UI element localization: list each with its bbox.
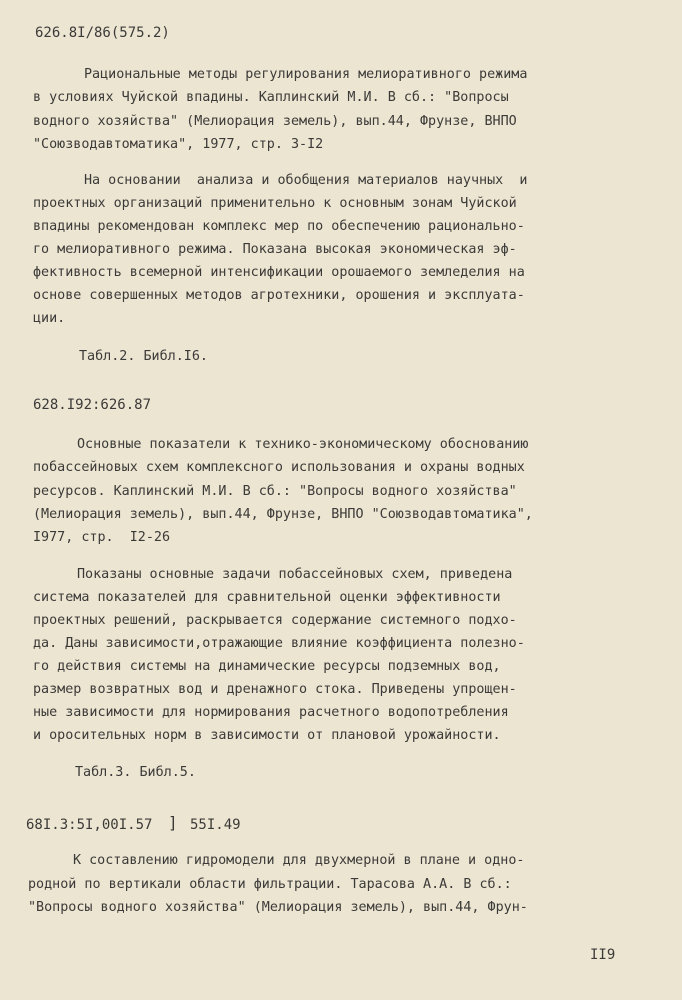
- page-number: II9: [590, 947, 616, 963]
- citation-line: водного хозяйства" (Мелиорация земель), вып.44, Фрунзе, ВНПО: [33, 114, 517, 129]
- abstract-line: На основании анализа и обобщения материалов научных и: [84, 173, 528, 188]
- udc-code: 628.I92:626.87: [33, 397, 152, 413]
- abstract-line: да. Даны зависимости,отражающие влияние коэффициента полезно-: [33, 636, 525, 651]
- citation-line: I977, стр. I2-26: [33, 530, 171, 545]
- udc-code: 68I.3:5I,00I.57: [26, 817, 153, 833]
- abstract-line: система показателей для сравнительной оценки эффективности: [33, 590, 501, 605]
- abstract-line: го мелиоративного режима. Показана высокая экономическая эф-: [33, 242, 517, 257]
- abstract-line: размер возвратных вод и дренажного стока. Приведены упрощен-: [33, 682, 517, 697]
- abstract-line: Показаны основные задачи побассейновых схем, приведена: [77, 567, 513, 582]
- citation-line: родной по вертикали области фильтрации. Тарасова А.А. В сб.:: [28, 877, 512, 892]
- udc-bracket: ]: [168, 813, 178, 832]
- abstract-line: проектных решений, раскрывается содержание системного подхо-: [33, 613, 517, 628]
- udc-code-secondary: 55I.49: [190, 817, 241, 833]
- abstract-line: основе совершенных методов агротехники, орошения и эксплуата-: [33, 288, 525, 303]
- citation-line: ресурсов. Каплинский М.И. В сб.: "Вопросы водного хозяйства": [33, 484, 517, 499]
- abstract-line: впадины рекомендован комплекс мер по обеспечению рационально-: [33, 219, 525, 234]
- udc-code: 626.8I/86(575.2): [35, 25, 170, 41]
- abstract-line: и оросительных норм в зависимости от плановой урожайности.: [33, 728, 501, 743]
- citation-line: в условиях Чуйской впадины. Каплинский М.И. В сб.: "Вопросы: [33, 90, 509, 105]
- tables-bibliography: Табл.2. Библ.I6.: [79, 349, 208, 364]
- citation-line: К составлению гидромодели для двухмерной в плане и одно-: [73, 853, 525, 868]
- abstract-line: проектных организаций применительно к основным зонам Чуйской: [33, 196, 517, 211]
- citation-line: "Вопросы водного хозяйства" (Мелиорация земель), вып.44, Фрун-: [28, 900, 528, 915]
- tables-bibliography: Табл.3. Библ.5.: [75, 765, 196, 780]
- citation-line: (Мелиорация земель), вып.44, Фрунзе, ВНПО "Союзводавтоматика",: [33, 507, 533, 522]
- citation-line: побассейновых схем комплексного использования и охраны водных: [33, 460, 525, 475]
- abstract-line: ные зависимости для нормирования расчетного водопотребления: [33, 705, 509, 720]
- citation-line: Основные показатели к технико-экономическому обоснованию: [77, 437, 529, 452]
- abstract-line: фективность всемерной интенсификации орошаемого земледелия на: [33, 265, 525, 280]
- abstract-line: ции.: [33, 311, 66, 326]
- abstract-line: го действия системы на динамические ресурсы подземных вод,: [33, 659, 501, 674]
- citation-line: "Союзводавтоматика", 1977, стр. 3-I2: [33, 137, 324, 152]
- citation-line: Рациональные методы регулирования мелиоративного режима: [84, 67, 528, 82]
